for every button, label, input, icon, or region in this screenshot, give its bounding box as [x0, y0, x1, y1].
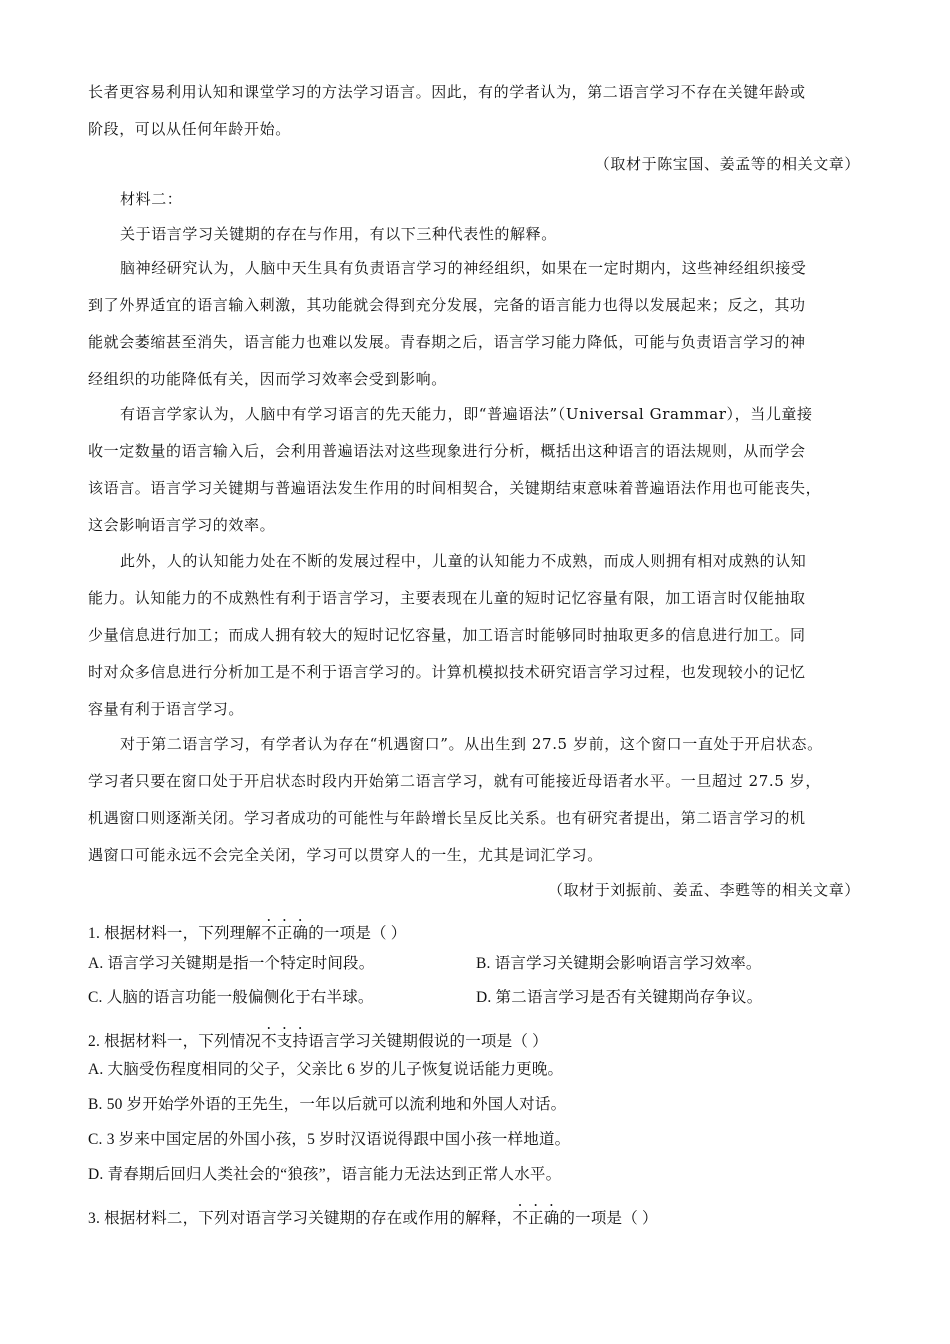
paragraph-line: 此外，人的认知能力处在不断的发展过程中，儿童的认知能力不成熟，而成人则拥有相对成熟的认知: [120, 552, 807, 570]
emphasis-text: 不正确: [512, 1210, 560, 1227]
option-a: A. 大脑受伤程度相同的父子，父亲比 6 岁的儿子恢复说话能力更晚。: [88, 1061, 564, 1078]
paragraph-line: 长者更容易利用认知和课堂学习的方法学习语言。因此，有的学者认为，第二语言学习不存在关键年龄或: [88, 83, 806, 101]
section-title: 材料二：: [120, 190, 183, 208]
option-c: C. 3 岁来中国定居的外国小孩，5 岁时汉语说得跟中国小孩一样地道。: [88, 1131, 571, 1148]
paragraph-line: 能力。认知能力的不成熟性有利于语言学习，主要表现在儿童的短时记忆容量有限，加工语言时仅能抽取: [88, 589, 806, 607]
paragraph-line: 脑神经研究认为，人脑中天生具有负责语言学习的神经组织，如果在一定时期内，这些神经组织接受: [120, 259, 807, 277]
question-stem: 1. 根据材料一，下列理解不正确的一项是（ ）: [88, 925, 407, 942]
paragraph-line: 时对众多信息进行分析加工是不利于语言学习的。计算机模拟技术研究语言学习过程，也发现较小的记忆: [88, 663, 806, 681]
option-b: B. 50 岁开始学外语的王先生，一年以后就可以流利地和外国人对话。: [88, 1096, 567, 1113]
paragraph-line: 有语言学家认为，人脑中有学习语言的先天能力，即“普遍语法”（Universal Grammar），当儿童接: [120, 405, 813, 423]
paragraph-line: 到了外界适宜的语言输入刺激，其功能就会得到充分发展，完备的语言能力也得以发展起来；反之，其功: [88, 296, 806, 314]
option-c: C. 人脑的语言功能一般偏侧化于右半球。: [88, 989, 374, 1006]
paragraph-line: 机遇窗口则逐渐关闭。学习者成功的可能性与年龄增长呈反比关系。也有研究者提出，第二语言学习的机: [88, 809, 806, 827]
paragraph-line: 学习者只要在窗口处于开启状态时段内开始第二语言学习，就有可能接近母语者水平。一旦超过 27.5 岁，: [88, 772, 821, 790]
paragraph-line: 关于语言学习关键期的存在与作用，有以下三种代表性的解释。: [120, 225, 557, 243]
paragraph-line: 对于第二语言学习，有学者认为存在“机遇窗口”。从出生到 27.5 岁前，这个窗口一直处于开启状态。: [120, 735, 823, 753]
paragraph-line: 少量信息进行加工；而成人拥有较大的短时记忆容量，加工语言时能够同时抽取更多的信息进行加工。同: [88, 626, 806, 644]
paragraph-line: 容量有利于语言学习。: [88, 700, 245, 718]
paragraph-line: 阶段，可以从任何年龄开始。: [88, 120, 291, 138]
option-d: D. 第二语言学习是否有关键期尚存争议。: [476, 989, 763, 1006]
source-citation: （取材于陈宝国、姜孟等的相关文章）: [594, 155, 860, 173]
paragraph-line: 能就会萎缩甚至消失，语言能力也难以发展。青春期之后，语言学习能力降低，可能与负责语言学习的神: [88, 333, 806, 351]
paragraph-line: 经组织的功能降低有关，因而学习效率会受到影响。: [88, 370, 447, 388]
question-stem: 2. 根据材料一，下列情况不支持语言学习关键期假说的一项是（ ）: [88, 1033, 548, 1050]
option-a: A. 语言学习关键期是指一个特定时间段。: [88, 955, 375, 972]
question-stem: 3. 根据材料二，下列对语言学习关键期的存在或作用的解释，不正确的一项是（ ）: [88, 1210, 658, 1227]
source-citation: （取材于刘振前、姜孟、李甦等的相关文章）: [547, 881, 860, 899]
emphasis-text: 不正确: [261, 925, 309, 942]
option-d: D. 青春期后回归人类社会的“狼孩”，语言能力无法达到正常人水平。: [88, 1166, 562, 1183]
paragraph-line: 遇窗口可能永远不会完全关闭，学习可以贯穿人的一生，尤其是词汇学习。: [88, 846, 603, 864]
emphasis-text: 不支持: [261, 1033, 309, 1050]
paragraph-line: 该语言。语言学习关键期与普遍语法发生作用的时间相契合，关键期结束意味着普遍语法作用也可能丧失，: [88, 479, 822, 497]
paragraph-line: 这会影响语言学习的效率。: [88, 516, 276, 534]
option-b: B. 语言学习关键期会影响语言学习效率。: [476, 955, 762, 972]
paragraph-line: 收一定数量的语言输入后，会利用普遍语法对这些现象进行分析，概括出这种语言的语法规则，从而学会: [88, 442, 806, 460]
